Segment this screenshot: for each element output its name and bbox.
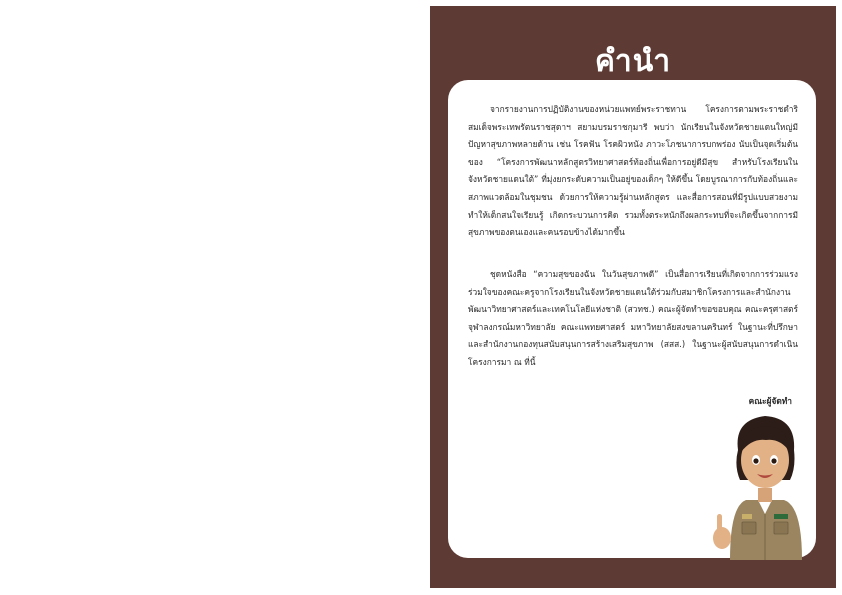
page-title: คำนำ — [594, 44, 672, 79]
preface-paragraph-1: จากรายงานการปฏิบัติงานของหน่วยแพทย์พระราชทาน โครงการตามพระราชดำริสมเด็จพระเทพรัตนราชสุดาฯ สยามบรมราชกุมารี พบว่า นักเรียนในจังหวัดชายแดนใหญ่มีปัญหาสุขภาพหลายด้าน เช่น โรคฟัน โรคผิวหนัง ภาวะโภชนาการบกพร่อง นับเป็นจุดเริ่มต้นของ “โครงการพัฒนาหลักสูตรวิทยาศาสตร์ท้องถิ่นเพื่อการอยู่ดีมีสุข สำหรับโรงเรียนในจังหวัดชายแดนใต้” ที่มุ่งยกระดับความเป็นอยู่ของเด็กๆ ให้ดีขึ้น โดยบูรณาการกับท้องถิ่นและสภาพแวดล้อมในชุมชน ด้วยการให้ความรู้ผ่านหลักสูตร และสื่อการสอนที่มีรูปแบบสวยงาม ทำให้เด็กสนใจเรียนรู้ เกิดกระบวนการคิด รวมทั้งตระหนักถึงผลกระทบที่จะเกิดขึ้นจากการมีสุขภาพของตนเองและคนรอบข้างได้มากขึ้น — [468, 104, 798, 238]
content-card — [448, 80, 816, 558]
author-signature: คณะผู้จัดทำ — [748, 396, 792, 406]
book-page — [430, 6, 836, 588]
teacher-mascot-illustration — [710, 410, 820, 560]
preface-paragraph-2: ชุดหนังสือ “ความสุขของฉัน ในวันสุขภาพดี” เป็นสื่อการเรียนที่เกิดจากการร่วมแรงร่วมใจของคณะครูจากโรงเรียนในจังหวัดชายแดนใต้ร่วมกับสมาชิกโครงการและสำนักงานพัฒนาวิทยาศาสตร์และเทคโนโลยีแห่งชาติ (สวทช.) คณะผู้จัดทำขอขอบคุณ คณะครุศาสตร์ จุฬาลงกรณ์มหาวิทยาลัย คณะแพทยศาสตร์ มหาวิทยาลัยสงขลานครินทร์ ในฐานะที่ปรึกษา และสำนักงานกองทุนสนับสนุนการสร้างเสริมสุขภาพ (สสส.) ในฐานะผู้สนับสนุนการดำเนินโครงการมา ณ ที่นี้ — [468, 269, 798, 367]
